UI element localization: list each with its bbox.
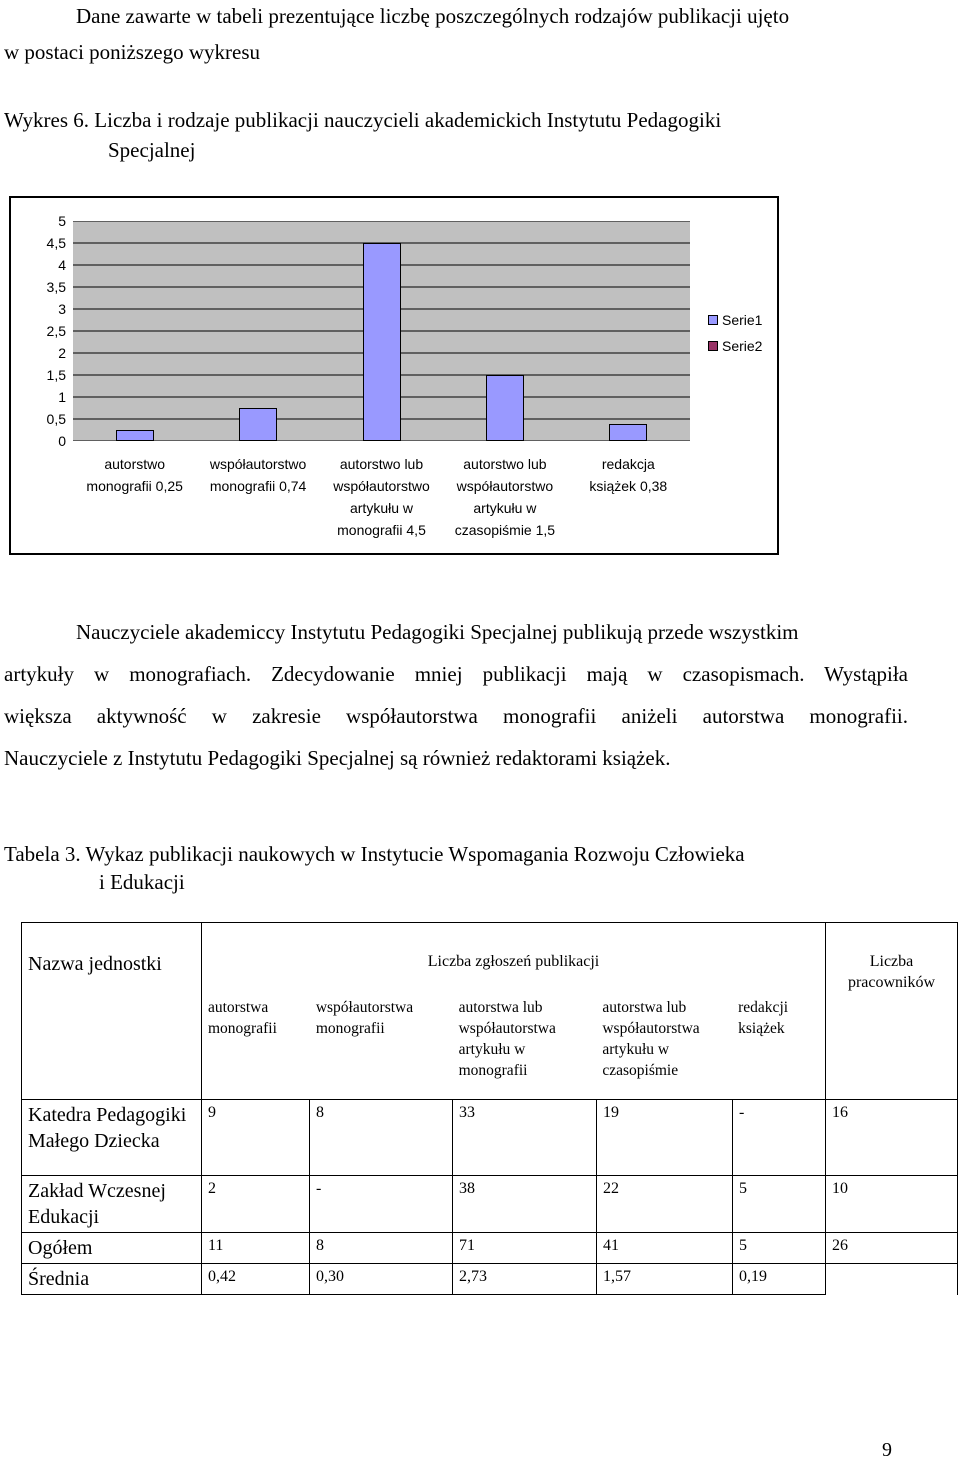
cell: 2: [202, 1176, 310, 1233]
subheader-coauthor-monograph: współautorstwa monografii: [315, 999, 414, 1037]
x-category-label: współautorstwo monografii 0,74: [209, 456, 307, 494]
row-name: Zakład Wczesnej Edukacji: [22, 1176, 202, 1233]
cell: 22: [597, 1176, 733, 1233]
row-name: Katedra Pedagogiki Małego Dziecka: [22, 1100, 202, 1176]
subheader-author-monograph: autorstwa monografii: [208, 999, 277, 1037]
legend-label: Serie1: [722, 312, 763, 328]
legend-label: Serie2: [722, 338, 763, 354]
legend-item: [708, 338, 762, 354]
y-tick-label: 2,5: [46, 323, 66, 339]
cell: -: [310, 1176, 453, 1233]
table-row: [22, 1233, 958, 1264]
table-row: [22, 1264, 958, 1295]
page-number: 9: [882, 1439, 892, 1461]
paragraph-line-3: większa aktywność w zakresie współautorstwa monografii aniżeli autorstwa monografii.: [4, 704, 908, 728]
header-group-cell: [202, 923, 826, 1100]
cell: 41: [597, 1233, 733, 1264]
row-name: Średnia: [22, 1264, 202, 1295]
paragraph-line-1: Nauczyciele akademiccy Instytutu Pedagogiki Specjalnej publikują przede wszystkim: [76, 620, 799, 644]
y-tick-label: 3: [58, 301, 66, 317]
legend-swatch: [708, 315, 718, 325]
subheader-article-journal: autorstwa lub współautorstwa artykułu w czasopiśmie: [602, 999, 700, 1079]
cell: 11: [202, 1233, 310, 1264]
y-tick-label: 4: [58, 257, 66, 273]
cell: 10: [826, 1176, 958, 1233]
table-row: [22, 1100, 958, 1176]
intro-line-2: w postaci poniższego wykresu: [4, 40, 261, 64]
y-tick-label: 2: [58, 345, 66, 361]
chart: [0, 0, 960, 600]
table-row: [22, 1176, 958, 1233]
y-tick-label: 4,5: [46, 235, 66, 251]
cell: 33: [453, 1100, 597, 1176]
cell: 0,30: [310, 1264, 453, 1295]
y-tick-label: 0: [58, 433, 66, 449]
figure-caption-line-1: Wykres 6. Liczba i rodzaje publikacji nauczycieli akademickich Instytutu Pedagogiki: [4, 108, 722, 132]
table-caption-line-2: i Edukacji: [99, 870, 185, 894]
cell: 0,19: [733, 1264, 826, 1295]
intro-line-1: Dane zawarte w tabeli prezentujące liczbę poszczególnych rodzajów publikacji ujęto: [76, 4, 790, 28]
table-caption-line-1: Tabela 3. Wykaz publikacji naukowych w Instytucie Wspomagania Rozwoju Człowieka: [4, 842, 745, 866]
cell: 8: [310, 1233, 453, 1264]
header-unit: Nazwa jednostki: [22, 923, 202, 1100]
x-category-label: autorstwo lub współautorstwo artykułu w monografii 4,5: [333, 456, 430, 538]
x-category-label: redakcja książek 0,38: [589, 456, 668, 494]
subheader-article-monograph: autorstwa lub współautorstwa artykułu w monografii: [458, 999, 556, 1079]
cell: 8: [310, 1100, 453, 1176]
cell: 5: [733, 1233, 826, 1264]
chart-bar: [609, 424, 647, 441]
y-tick-label: 0,5: [46, 411, 66, 427]
paragraph-line-2: artykuły w monografiach. Zdecydowanie mniej publikacji mają w czasopismach. Wystąpiła: [4, 662, 908, 686]
chart-bar: [486, 375, 524, 441]
table-header-row: [22, 923, 958, 1100]
cell: 16: [826, 1100, 958, 1176]
legend-swatch: [708, 341, 718, 351]
chart-bar: [116, 430, 154, 441]
cell: 71: [453, 1233, 597, 1264]
cell: 5: [733, 1176, 826, 1233]
cell: 19: [597, 1100, 733, 1176]
cell: [826, 1264, 958, 1295]
cell: 9: [202, 1100, 310, 1176]
cell: -: [733, 1100, 826, 1176]
y-tick-label: 3,5: [46, 279, 66, 295]
header-staff: Liczba pracowników: [826, 923, 958, 1100]
paragraph-line-4: Nauczyciele z Instytutu Pedagogiki Specjalnej są również redaktorami książek.: [4, 746, 671, 770]
row-name: Ogółem: [22, 1233, 202, 1264]
cell: 26: [826, 1233, 958, 1264]
cell: 1,57: [597, 1264, 733, 1295]
subheader-row: [202, 997, 825, 1081]
figure-caption-line-2: Specjalnej: [108, 138, 196, 162]
chart-bar: [239, 408, 277, 441]
publications-table: [21, 922, 958, 1295]
x-category-label: autorstwo monografii 0,25: [86, 456, 183, 494]
subheader-editing: redakcji książek: [738, 999, 789, 1037]
cell: 0,42: [202, 1264, 310, 1295]
cell: 2,73: [453, 1264, 597, 1295]
cell: 38: [453, 1176, 597, 1233]
y-tick-label: 1,5: [46, 367, 66, 383]
x-category-label: autorstwo lub współautorstwo artykułu w czasopiśmie 1,5: [454, 456, 556, 538]
y-tick-label: 5: [58, 213, 66, 229]
legend-item: [708, 312, 762, 328]
chart-bar: [363, 243, 401, 441]
y-tick-label: 1: [58, 389, 66, 405]
header-group: Liczba zgłoszeń publikacji: [427, 953, 600, 970]
